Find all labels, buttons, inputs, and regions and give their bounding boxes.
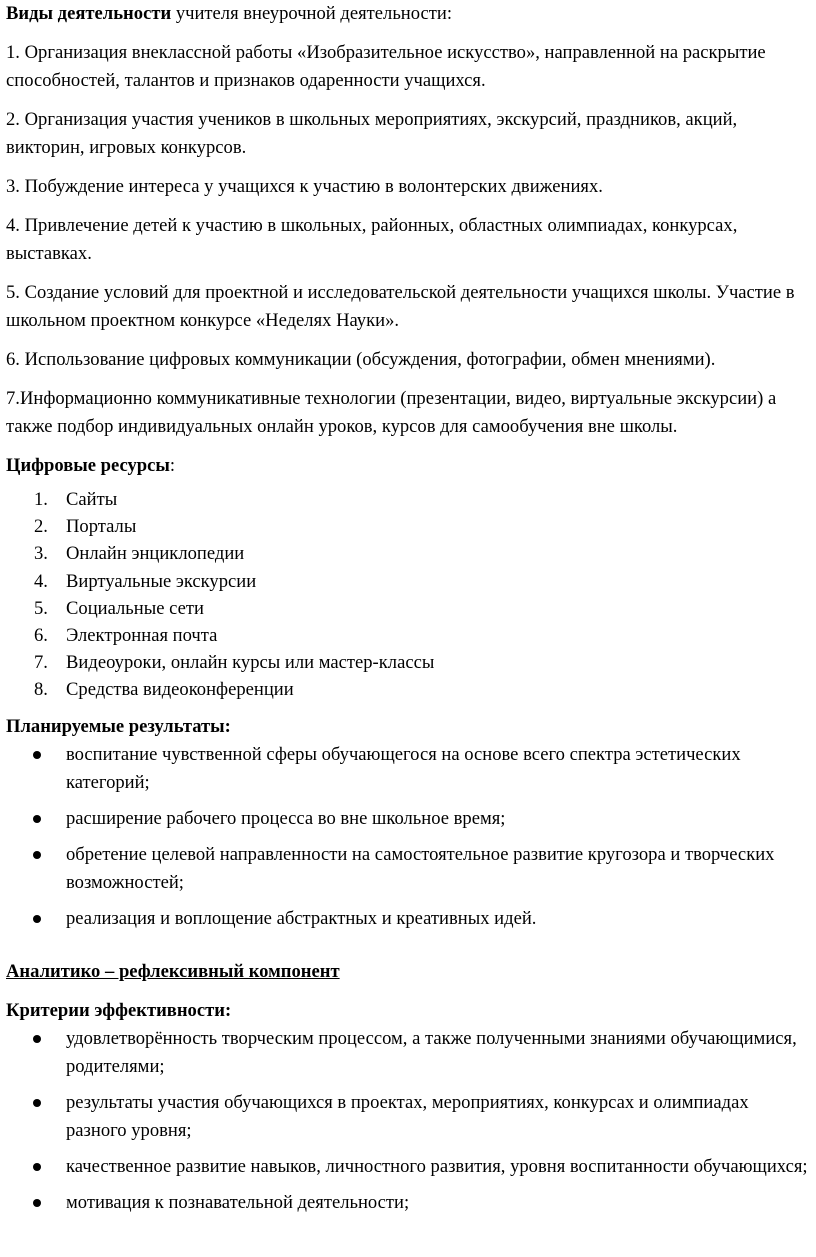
- bullet-icon: [33, 1035, 41, 1043]
- list-item: [6, 1089, 808, 1145]
- list-item: [6, 1189, 808, 1217]
- activity-item: 5. Создание условий для проектной и исследовательской деятельности учащихся школы. Участие в школьном проектном конкурсе «Неделях Науки».: [6, 282, 795, 331]
- activity-item: 6. Использование цифровых коммуникации (обсуждения, фотографии, обмен мнениями).: [6, 349, 716, 370]
- list-text: мотивация к познавательной деятельности;: [66, 1191, 410, 1213]
- bullet-icon: [33, 851, 41, 859]
- list-number: 3.: [34, 543, 48, 565]
- list-text: Видеоуроки, онлайн курсы или мастер-классы: [66, 652, 435, 674]
- intro-rest: учителя внеурочной деятельности:: [171, 3, 453, 24]
- list-item: [6, 805, 808, 833]
- activity-item: 1. Организация внеклассной работы «Изобразительное искусство», направленной на раскрытие способностей, талантов и признаков одаренности учащихся.: [6, 42, 766, 91]
- list-text: Сайты: [66, 489, 118, 510]
- list-text: Социальные сети: [66, 597, 204, 619]
- list-item: [6, 568, 808, 595]
- intro-bold: Виды деятельности: [6, 3, 172, 24]
- list-text: воспитание чувственной сферы обучающегося на основе всего спектра эстетических категорий;: [66, 743, 741, 793]
- bullet-icon: [33, 751, 41, 759]
- list-item: [6, 841, 808, 897]
- list-item: [6, 676, 808, 703]
- activity-item: 3. Побуждение интереса у учащихся к участию в волонтерских движениях.: [6, 176, 603, 197]
- bullet-icon: [33, 815, 41, 823]
- planned-results-list: [6, 741, 808, 933]
- digital-resources-heading: [6, 452, 808, 480]
- list-text: реализация и воплощение абстрактных и креативных идей.: [66, 907, 537, 929]
- list-item: [6, 540, 808, 567]
- digital-heading-colon: :: [169, 455, 176, 476]
- digital-resources-list: [6, 486, 808, 704]
- list-text: качественное развитие навыков, личностного развития, уровня воспитанности обучающихся;: [66, 1155, 808, 1177]
- list-number: 6.: [34, 625, 48, 647]
- activity-item: 2. Организация участия учеников в школьных мероприятиях, экскурсий, праздников, акций, викторин, игровых конкурсов.: [6, 109, 738, 158]
- list-number: 1.: [34, 489, 48, 510]
- list-item: [6, 486, 808, 513]
- list-number: 8.: [34, 679, 48, 701]
- bullet-icon: [33, 1163, 41, 1171]
- list-text: Онлайн энциклопедии: [66, 543, 245, 565]
- component-heading: Аналитико – рефлексивный компонент: [6, 960, 340, 982]
- list-item: [6, 513, 808, 540]
- list-text: Виртуальные экскурсии: [66, 570, 257, 592]
- list-item: [6, 905, 808, 933]
- intro-paragraph: [6, 0, 808, 28]
- section-spacer: [6, 944, 808, 958]
- list-item: [6, 595, 808, 622]
- activity-item: 7.Информационно коммуникативные технологии (презентации, видео, виртуальные экскурсии) а также подбор индивидуальных онлайн уроков, курсов для самообучения вне школы.: [6, 388, 777, 437]
- list-number: 5.: [34, 597, 48, 619]
- list-number: 7.: [34, 652, 48, 674]
- list-item: [6, 1025, 808, 1081]
- bullet-icon: [33, 1199, 41, 1207]
- criteria-list: [6, 1025, 808, 1217]
- bullet-icon: [33, 915, 41, 923]
- list-text: расширение рабочего процесса во вне школьное время;: [66, 807, 506, 829]
- list-item: [6, 622, 808, 649]
- activity-item: 4. Привлечение детей к участию в школьных, районных, областных олимпиадах, конкурсах, выставках.: [6, 215, 738, 264]
- list-number: 2.: [34, 516, 48, 538]
- list-item: [6, 1153, 808, 1181]
- digital-heading-text: Цифровые ресурсы: [6, 455, 170, 476]
- list-text: Средства видеоконференции: [66, 679, 294, 701]
- list-text: удовлетворённость творческим процессом, а также полученными знаниями обучающимися, родителями;: [66, 1027, 797, 1077]
- list-text: Порталы: [66, 516, 137, 538]
- criteria-heading: Критерии эффективности:: [6, 999, 232, 1021]
- list-number: 4.: [34, 570, 48, 592]
- list-item: [6, 741, 808, 797]
- list-text: результаты участия обучающихся в проектах, мероприятиях, конкурсах и олимпиадах разного уровня;: [66, 1091, 749, 1141]
- planned-results-heading: Планируемые результаты:: [6, 715, 231, 737]
- bullet-icon: [33, 1099, 41, 1107]
- list-item: [6, 649, 808, 676]
- list-text: Электронная почта: [66, 625, 218, 647]
- list-text: обретение целевой направленности на самостоятельное развитие кругозора и творческих возможностей;: [66, 843, 775, 893]
